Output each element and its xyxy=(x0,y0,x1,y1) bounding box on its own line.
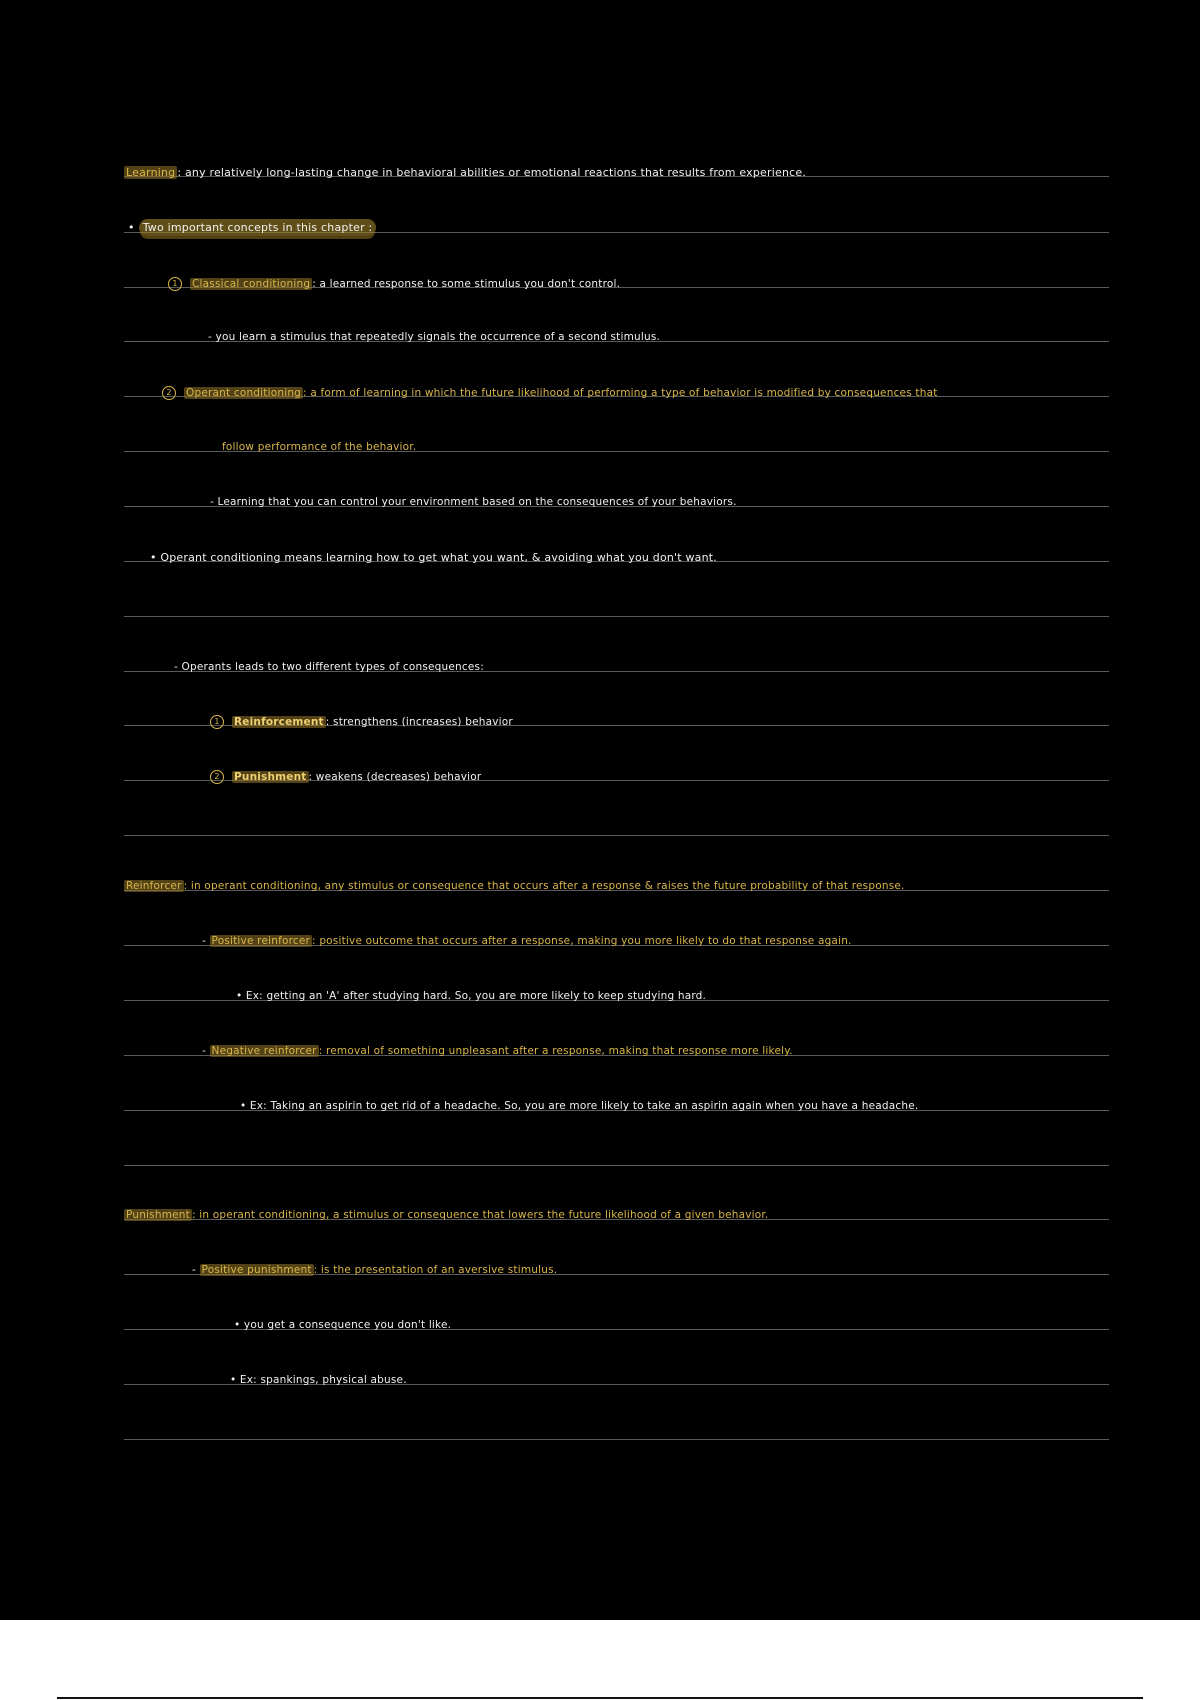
operant-term: Operant conditioning xyxy=(186,387,302,399)
operant-sub-item xyxy=(210,496,737,508)
dash: - xyxy=(202,1045,206,1057)
positive-punishment-example xyxy=(230,1374,407,1386)
positive-reinforcer-example xyxy=(236,990,706,1002)
classical-sub-item xyxy=(208,331,660,343)
bottom-strip xyxy=(0,1620,1200,1700)
classical-text: : a learned response to some stimulus you don't control. xyxy=(312,278,621,290)
learning-definition xyxy=(124,166,806,179)
punishment-type-text: : weakens (decreases) behavior xyxy=(308,771,482,783)
reinforcer-term: Reinforcer xyxy=(126,880,182,892)
number-2-icon: 2 xyxy=(162,386,176,400)
operant-cont-text: follow performance of the behavior. xyxy=(222,441,417,453)
punishment-term: Punishment xyxy=(126,1209,190,1221)
number-1-icon: 1 xyxy=(210,715,224,729)
punishment-type-term: Punishment xyxy=(234,771,307,783)
negative-reinforcer-text: : removal of something unpleasant after a response, making that response more likely. xyxy=(318,1045,793,1057)
negative-reinforcer-ex-text: • Ex: Taking an aspirin to get rid of a headache. So, you are more likely to take an aspirin again when you have a headache. xyxy=(240,1100,919,1112)
operant-means-item xyxy=(150,551,717,564)
operant-text: : a form of learning in which the future likelihood of performing a type of behavior is modified by consequences that xyxy=(303,387,938,399)
positive-reinforcer-term: Positive reinforcer xyxy=(211,935,311,947)
punishment-type-item xyxy=(210,770,481,784)
learning-text: : any relatively long-lasting change in behavioral abilities or emotional reactions that results from experience. xyxy=(177,166,807,179)
two-concepts-text: Two important concepts in this chapter : xyxy=(139,219,377,236)
negative-reinforcer-term: Negative reinforcer xyxy=(211,1045,317,1057)
punishment-definition xyxy=(124,1209,768,1221)
positive-punishment-sub xyxy=(234,1319,451,1331)
bottom-divider xyxy=(57,1697,1143,1699)
operant-continuation xyxy=(222,441,416,453)
negative-reinforcer-example xyxy=(240,1100,918,1112)
punishment-text: : in operant conditioning, a stimulus or consequence that lowers the future likelihood of a given behavior. xyxy=(191,1209,769,1221)
positive-reinforcer-text: : positive outcome that occurs after a response, making you more likely to do that response again. xyxy=(312,935,852,947)
operant-means-text: • Operant conditioning means learning how to get what you want, & avoiding what you don't want. xyxy=(150,551,717,564)
reinforcer-definition xyxy=(124,880,905,892)
learning-term: Learning xyxy=(126,166,176,179)
ruled-line xyxy=(124,616,1109,617)
negative-reinforcer-item xyxy=(202,1045,793,1057)
operants-lead-item xyxy=(174,661,484,673)
positive-punishment-ex-text: • Ex: spankings, physical abuse. xyxy=(230,1374,407,1386)
reinforcement-text: : strengthens (increases) behavior xyxy=(325,716,513,728)
positive-punishment-item xyxy=(192,1264,557,1276)
positive-reinforcer-item xyxy=(202,935,852,947)
operant-conditioning-item xyxy=(162,386,938,400)
ruled-line xyxy=(124,1439,1109,1440)
classical-sub-text: - you learn a stimulus that repeatedly signals the occurrence of a second stimulus. xyxy=(208,331,661,343)
ruled-line xyxy=(124,1165,1109,1166)
two-concepts-heading xyxy=(128,221,376,234)
dash: - xyxy=(202,935,206,947)
operant-sub-text: - Learning that you can control your environment based on the consequences of your behaviors. xyxy=(210,496,737,508)
positive-punishment-term: Positive punishment xyxy=(201,1264,312,1276)
positive-punishment-text: : is the presentation of an aversive stimulus. xyxy=(313,1264,558,1276)
classical-conditioning-item xyxy=(168,277,620,291)
reinforcement-term: Reinforcement xyxy=(234,716,324,728)
ruled-line xyxy=(124,835,1109,836)
operants-lead-text: - Operants leads to two different types of consequences: xyxy=(174,661,484,673)
reinforcer-text: : in operant conditioning, any stimulus or consequence that occurs after a response & raises the future probability of that response. xyxy=(183,880,905,892)
number-1-icon: 1 xyxy=(168,277,182,291)
positive-punishment-sub-text: • you get a consequence you don't like. xyxy=(234,1319,452,1331)
bullet: • xyxy=(128,221,135,234)
positive-reinforcer-ex-text: • Ex: getting an 'A' after studying hard. So, you are more likely to keep studying hard. xyxy=(236,990,707,1002)
number-2-icon: 2 xyxy=(210,770,224,784)
dash: - xyxy=(192,1264,196,1276)
reinforcement-item xyxy=(210,715,513,729)
classical-term: Classical conditioning xyxy=(192,278,311,290)
